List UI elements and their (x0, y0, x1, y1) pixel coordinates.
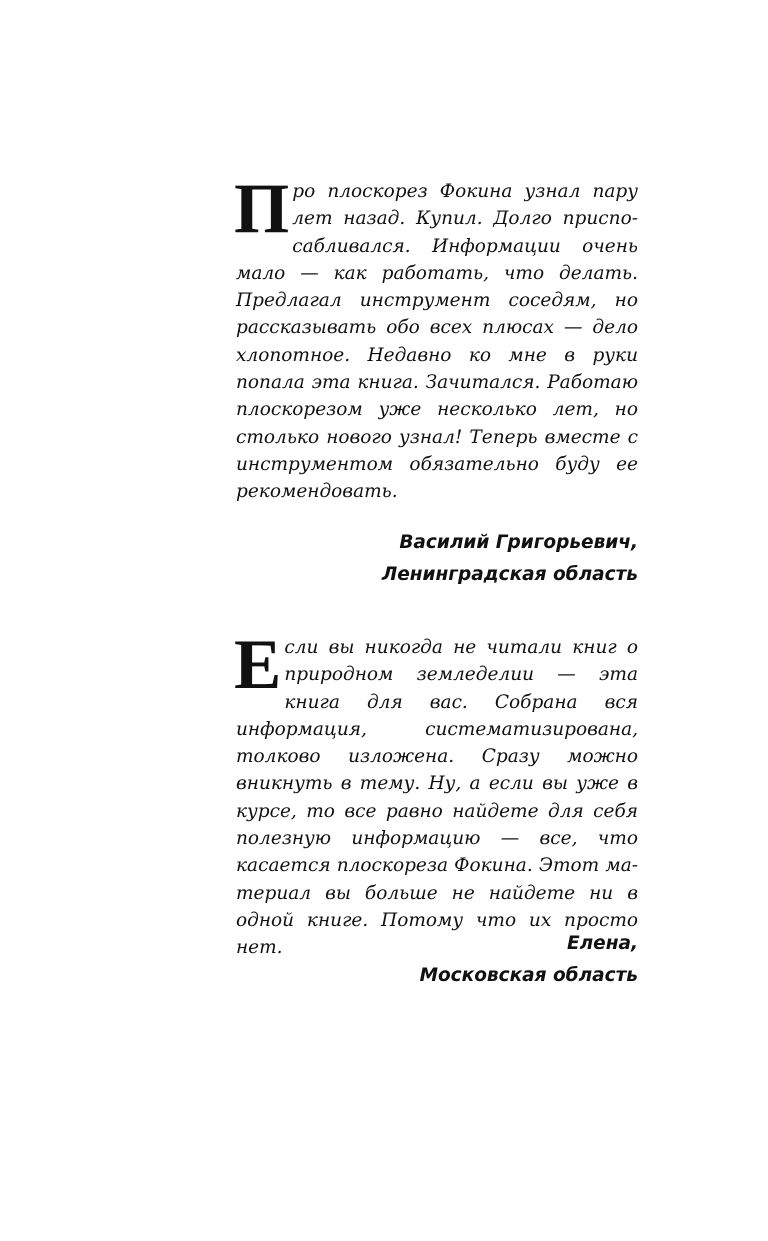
review-1-signature (382, 527, 638, 591)
review-2-dropcap: Е (234, 626, 282, 704)
review-2-signature (420, 928, 638, 992)
review-2-body: сли вы никогда не читали книг о природном земледелии — эта книга для вас. Собрана вся информация, систематизирована, толково изложена. Сразу можно вникнуть в тему. Ну, а если вы уже в курсе, то все равно найдете для себя полезную информацию — все, что касается плоскореза Фокина. Этот материал вы больше не найдете ни в одной книге. Потому что их просто нет. (236, 637, 638, 959)
review-2-text-block (234, 626, 638, 962)
review-1-text-block (234, 170, 638, 506)
review-1-dropcap: П (234, 170, 290, 248)
review-2-author: Елена, (566, 933, 638, 954)
review-1-body: ро плоскорез Фокина узнал пару лет назад. Купил. Долго приспосабливался. Информации очень мало — как работать, что делать. Предлагал инструмент соседям, но рассказывать обо всех плюсах — дело хлопотное. Недавно ко мне в руки попала эта книга. Зачитался. Работаю плоскорезом уже несколько лет, но столько нового узнал! Теперь вместе с инструментом обязательно буду ее рекомендовать. (236, 181, 638, 503)
review-2-region: Московская область (419, 965, 638, 986)
review-1-region: Ленинградская область (381, 564, 638, 585)
review-1-author: Василий Григорьевич, (399, 532, 638, 553)
review-2 (234, 626, 638, 962)
review-1 (234, 170, 638, 506)
